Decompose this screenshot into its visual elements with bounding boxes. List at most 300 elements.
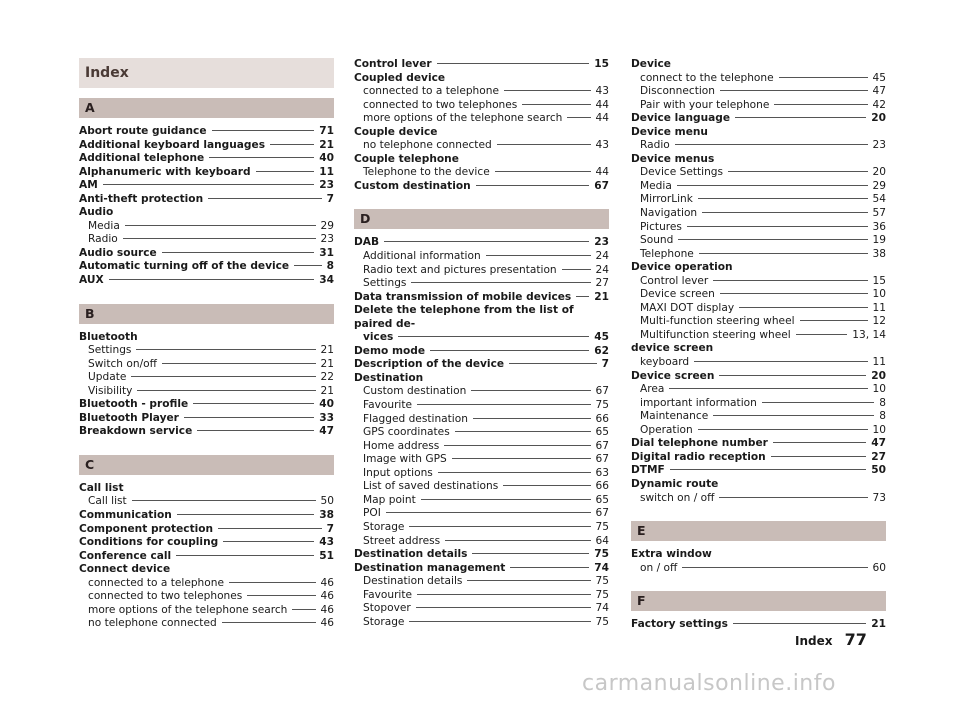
page-number: 20 xyxy=(872,166,886,179)
entry-text: connect to the telephone xyxy=(640,71,774,84)
dot-leader xyxy=(438,472,591,473)
dot-leader xyxy=(669,388,867,389)
dot-leader xyxy=(733,623,866,624)
index-entry xyxy=(79,550,334,564)
entry-text: Device Settings xyxy=(640,166,724,179)
page-number: 50 xyxy=(320,495,334,508)
page-number: 43 xyxy=(595,85,609,98)
index-entry xyxy=(79,274,334,288)
page-number: 29 xyxy=(320,219,334,232)
dot-leader xyxy=(670,469,866,470)
entry-text: Abort route guidance xyxy=(79,125,207,137)
page-number: 45 xyxy=(594,331,609,344)
entry-text: Control lever xyxy=(640,274,709,287)
page-number: 10 xyxy=(872,383,886,396)
entry-text: Media xyxy=(640,179,672,192)
letter-heading: E xyxy=(631,521,886,541)
page-number: 74 xyxy=(594,561,609,574)
entry-text: Street address xyxy=(363,534,441,547)
entry-text: vices xyxy=(363,331,394,344)
page-number: 23 xyxy=(594,236,609,249)
dot-leader xyxy=(687,226,868,227)
index-subentry xyxy=(354,521,609,535)
index-entry xyxy=(79,152,334,166)
dot-leader xyxy=(223,541,314,542)
page-number: 8 xyxy=(879,396,886,409)
page-number: 45 xyxy=(872,71,886,84)
letter-heading: C xyxy=(79,455,334,475)
dot-leader xyxy=(678,239,867,240)
entry-text: more options of the telephone search xyxy=(363,112,563,125)
entry-text: Settings xyxy=(88,344,132,357)
entry-text: Pictures xyxy=(640,220,682,233)
index-subentry xyxy=(631,562,886,576)
page-number: 21 xyxy=(319,138,334,151)
dot-leader xyxy=(796,334,848,335)
dot-leader xyxy=(409,621,590,622)
index-subentry xyxy=(631,72,886,86)
entry-text: List of saved destinations xyxy=(363,480,499,493)
entry-text: keyboard xyxy=(640,356,690,369)
dot-leader xyxy=(384,241,589,242)
watermark: carmanualsonline.info xyxy=(582,671,836,696)
index-subentry xyxy=(354,139,609,153)
dot-leader xyxy=(713,415,874,416)
page-number: 7 xyxy=(326,192,334,205)
page-number: 24 xyxy=(595,250,609,263)
dot-leader xyxy=(576,296,589,297)
index-entry xyxy=(354,180,609,194)
page-number: 21 xyxy=(594,290,609,303)
page-number: 20 xyxy=(871,369,886,382)
entry-text: connected to two telephones xyxy=(88,590,243,603)
dot-leader xyxy=(562,269,591,270)
dot-leader xyxy=(209,157,314,158)
page-number: 27 xyxy=(595,277,609,290)
page-number: 64 xyxy=(595,534,609,547)
entry-continuation xyxy=(354,331,609,345)
dot-leader xyxy=(486,255,591,256)
dot-leader xyxy=(473,418,591,419)
entry-text: Flagged destination xyxy=(363,412,468,425)
dot-leader xyxy=(702,212,867,213)
page-number: 42 xyxy=(872,98,886,111)
index-entry xyxy=(79,425,334,439)
index-subentry xyxy=(631,302,886,316)
entry-text: Destination management xyxy=(354,561,506,574)
index-subentry xyxy=(631,315,886,329)
dot-leader xyxy=(292,609,315,610)
entry-text: Home address xyxy=(363,439,440,452)
dot-leader xyxy=(503,485,590,486)
index-subentry xyxy=(79,385,334,399)
entry-text: Data transmission of mobile devices xyxy=(354,290,572,303)
index-entry xyxy=(79,260,334,274)
index-heading: Device menus xyxy=(631,152,715,165)
page-number: 7 xyxy=(601,358,609,371)
index-subentry xyxy=(354,467,609,481)
index-heading: device screen xyxy=(631,342,714,355)
dot-leader xyxy=(509,363,597,364)
entry-text: Bluetooth - profile xyxy=(79,398,189,411)
page-number: 66 xyxy=(595,412,609,425)
letter-heading: B xyxy=(79,304,334,324)
entry-text: Media xyxy=(88,219,120,232)
page-number: 75 xyxy=(595,615,609,628)
entry-text: Destination details xyxy=(363,575,463,588)
index-subentry xyxy=(354,589,609,603)
index-entry xyxy=(631,437,886,451)
dot-leader xyxy=(444,445,590,446)
page-number: 74 xyxy=(595,602,609,615)
dot-leader xyxy=(522,104,590,105)
index-subentry xyxy=(354,494,609,508)
entry-text: more options of the telephone search xyxy=(88,603,288,616)
index-entry-wrapped xyxy=(354,304,609,345)
dot-leader xyxy=(176,555,314,556)
footer-section-label: Index xyxy=(795,634,833,648)
page-number: 75 xyxy=(595,520,609,533)
index-entry xyxy=(354,562,609,576)
page-number: 57 xyxy=(872,207,886,220)
page-number: 23 xyxy=(320,233,334,246)
entry-text: Multifunction steering wheel xyxy=(640,328,791,341)
index-subentry xyxy=(354,507,609,521)
index-subentry xyxy=(354,535,609,549)
index-subentry xyxy=(354,426,609,440)
dot-leader xyxy=(103,184,315,185)
dot-leader xyxy=(247,595,315,596)
entry-text: Description of the device xyxy=(354,358,505,371)
index-subentry xyxy=(631,356,886,370)
page-number: 8 xyxy=(326,260,334,273)
entry-text: Audio source xyxy=(79,246,157,259)
index-entry xyxy=(354,236,609,250)
index-heading: Device menu xyxy=(631,125,708,138)
index-entry xyxy=(79,523,334,537)
dot-leader xyxy=(699,253,868,254)
entry-text: Sound xyxy=(640,234,674,247)
page-number: 67 xyxy=(595,385,609,398)
page-number: 44 xyxy=(595,166,609,179)
index-entry xyxy=(631,451,886,465)
entry-text: Bluetooth Player xyxy=(79,411,179,424)
page-number: 38 xyxy=(319,509,334,522)
index-subentry xyxy=(631,424,886,438)
dot-leader xyxy=(218,528,322,529)
page-number: 36 xyxy=(872,220,886,233)
dot-leader xyxy=(675,144,868,145)
dot-leader xyxy=(771,456,867,457)
dot-leader xyxy=(719,375,866,376)
dot-leader xyxy=(294,265,322,266)
entry-text: Automatic turning off of the device xyxy=(79,260,290,273)
index-entry xyxy=(354,358,609,372)
index-entry xyxy=(79,412,334,426)
entry-text: Anti-theft protection xyxy=(79,192,204,205)
index-subentry xyxy=(79,371,334,385)
page-number: 15 xyxy=(872,274,886,287)
index-subentry xyxy=(354,440,609,454)
index-column-1 xyxy=(79,58,334,631)
dot-leader xyxy=(504,90,591,91)
index-entry xyxy=(79,398,334,412)
entry-text: Map point xyxy=(363,493,416,506)
entry-text: Pair with your telephone xyxy=(640,98,770,111)
entry-text: Telephone xyxy=(640,247,694,260)
entry-text: connected to a telephone xyxy=(88,576,224,589)
index-entry xyxy=(631,112,886,126)
page-number: 23 xyxy=(319,179,334,192)
page-number: 24 xyxy=(595,263,609,276)
page-number: 46 xyxy=(320,603,334,616)
entry-text: Device language xyxy=(631,112,731,125)
entry-text: Call list xyxy=(88,495,127,508)
dot-leader xyxy=(773,442,866,443)
dot-leader xyxy=(779,77,868,78)
dot-leader xyxy=(719,497,867,498)
page-number: 10 xyxy=(872,288,886,301)
index-subentry xyxy=(79,358,334,372)
index-subentry xyxy=(631,383,886,397)
dot-leader xyxy=(109,279,315,280)
page-number: 73 xyxy=(872,491,886,504)
page-number: 67 xyxy=(595,453,609,466)
index-subentry xyxy=(631,180,886,194)
page-number: 47 xyxy=(871,437,886,450)
index-subentry xyxy=(354,112,609,126)
index-subentry xyxy=(631,275,886,289)
entry-text: Maintenance xyxy=(640,410,709,423)
index-subentry xyxy=(79,577,334,591)
index-subentry xyxy=(79,617,334,631)
index-heading: Extra window xyxy=(631,548,712,561)
index-subentry xyxy=(79,233,334,247)
page-number: 33 xyxy=(319,411,334,424)
entry-text: Factory settings xyxy=(631,618,728,631)
index-subentry xyxy=(631,166,886,180)
page-number: 40 xyxy=(319,398,334,411)
index-subentry xyxy=(631,234,886,248)
page-number: 38 xyxy=(872,247,886,260)
page-number: 20 xyxy=(871,112,886,125)
dot-leader xyxy=(800,320,868,321)
index-subentry xyxy=(79,590,334,604)
dot-leader xyxy=(720,293,868,294)
entry-text: Custom destination xyxy=(363,385,467,398)
dot-leader xyxy=(136,349,315,350)
index-subentry xyxy=(354,250,609,264)
index-subentry xyxy=(631,329,886,343)
dot-leader xyxy=(467,580,590,581)
index-heading: Couple telephone xyxy=(354,152,459,165)
page-number: 11 xyxy=(872,301,886,314)
dot-leader xyxy=(125,225,316,226)
index-subentry xyxy=(79,220,334,234)
page-number: 12 xyxy=(872,315,886,328)
page-number: 10 xyxy=(872,423,886,436)
index-subentry xyxy=(631,221,886,235)
index-subentry xyxy=(354,277,609,291)
dot-leader xyxy=(471,390,590,391)
letter-heading: A xyxy=(79,98,334,118)
page-number: 11 xyxy=(319,165,334,178)
page-footer xyxy=(795,630,867,649)
index-entry xyxy=(79,166,334,180)
index-entry xyxy=(79,139,334,153)
entry-text: DAB xyxy=(354,236,380,249)
index-subentry xyxy=(79,495,334,509)
dot-leader xyxy=(177,514,314,515)
entry-text: Radio text and pictures presentation xyxy=(363,263,557,276)
entry-text: Conference call xyxy=(79,549,172,562)
dot-leader xyxy=(256,171,315,172)
index-subentry xyxy=(631,207,886,221)
entry-text: Update xyxy=(88,371,127,384)
index-subentry xyxy=(631,99,886,113)
entry-text: MAXI DOT display xyxy=(640,301,735,314)
entry-text: GPS coordinates xyxy=(363,426,450,439)
page-number: 65 xyxy=(595,426,609,439)
entry-text: Radio xyxy=(88,233,118,246)
entry-text: Storage xyxy=(363,520,405,533)
entry-text: no telephone connected xyxy=(363,139,492,152)
index-title: Index xyxy=(79,58,334,88)
page-number: 7 xyxy=(326,522,334,535)
page-number: 15 xyxy=(594,58,609,70)
dot-leader xyxy=(409,526,590,527)
page-number: 62 xyxy=(594,344,609,357)
dot-leader xyxy=(698,198,868,199)
index-heading: Device operation xyxy=(631,261,733,274)
index-subentry xyxy=(79,344,334,358)
dot-leader xyxy=(774,104,867,105)
entry-text: Custom destination xyxy=(354,179,471,192)
dot-leader xyxy=(510,567,589,568)
index-heading: Audio xyxy=(79,206,114,219)
entry-text: Area xyxy=(640,383,665,396)
page-number: 47 xyxy=(872,85,886,98)
entry-text: important information xyxy=(640,396,757,409)
index-subentry xyxy=(354,413,609,427)
index-subentry xyxy=(631,397,886,411)
index-heading: Connect device xyxy=(79,563,171,576)
index-column-3 xyxy=(631,58,886,632)
entry-text: Favourite xyxy=(363,399,413,412)
dot-leader xyxy=(229,582,316,583)
page-number: 75 xyxy=(595,399,609,412)
index-subentry xyxy=(79,604,334,618)
entry-text: switch on / off xyxy=(640,491,715,504)
page-number: 46 xyxy=(320,576,334,589)
entry-text: Multi-function steering wheel xyxy=(640,315,795,328)
dot-leader xyxy=(132,500,316,501)
page-number: 60 xyxy=(872,561,886,574)
entry-text: Component protection xyxy=(79,522,214,535)
page-number: 47 xyxy=(319,425,334,438)
index-subentry xyxy=(354,480,609,494)
page-number: 21 xyxy=(320,384,334,397)
entry-text: AM xyxy=(79,179,98,192)
dot-leader xyxy=(713,280,867,281)
page-number: 75 xyxy=(595,575,609,588)
page-number: 8 xyxy=(879,410,886,423)
entry-text: Radio xyxy=(640,139,670,152)
dot-leader xyxy=(735,117,866,118)
index-subentry xyxy=(354,264,609,278)
entry-text: POI xyxy=(363,507,381,520)
entry-text: Conditions for coupling xyxy=(79,536,219,549)
dot-leader xyxy=(411,282,590,283)
index-entry xyxy=(354,345,609,359)
dot-leader xyxy=(677,185,868,186)
entry-text: Favourite xyxy=(363,588,413,601)
page-number: 75 xyxy=(595,588,609,601)
dot-leader xyxy=(720,90,868,91)
entry-text: Settings xyxy=(363,277,407,290)
page-number: 63 xyxy=(595,466,609,479)
entry-text: DTMF xyxy=(631,464,665,477)
dot-leader xyxy=(495,171,591,172)
index-heading: Bluetooth xyxy=(79,330,138,343)
page-number: 44 xyxy=(595,98,609,111)
index-heading: Dynamic route xyxy=(631,477,719,490)
page-number: 51 xyxy=(319,549,334,562)
dot-leader xyxy=(184,417,314,418)
page-number: 21 xyxy=(320,344,334,357)
index-subentry xyxy=(354,602,609,616)
page-number: 43 xyxy=(319,536,334,549)
dot-leader xyxy=(208,198,322,199)
dot-leader xyxy=(455,431,591,432)
dot-leader xyxy=(416,607,591,608)
index-entry xyxy=(79,125,334,139)
entry-text: Storage xyxy=(363,615,405,628)
page-number: 29 xyxy=(872,179,886,192)
index-entry xyxy=(79,247,334,261)
page-number: 40 xyxy=(319,152,334,165)
dot-leader xyxy=(131,376,315,377)
index-subentry xyxy=(354,166,609,180)
dot-leader xyxy=(421,499,591,500)
dot-leader xyxy=(123,238,316,239)
index-entry xyxy=(79,193,334,207)
index-subentry xyxy=(631,492,886,506)
entry-text: Demo mode xyxy=(354,344,426,357)
entry-text: Digital radio reception xyxy=(631,450,766,463)
page-number: 19 xyxy=(872,234,886,247)
dot-leader xyxy=(270,144,314,145)
letter-heading: F xyxy=(631,591,886,611)
dot-leader xyxy=(398,336,589,337)
index-subentry xyxy=(631,410,886,424)
dot-leader xyxy=(162,252,315,253)
index-heading: Device xyxy=(631,58,671,70)
index-entry xyxy=(354,548,609,562)
page-number: 21 xyxy=(871,618,886,631)
dot-leader xyxy=(567,117,590,118)
index-heading: Call list xyxy=(79,481,124,494)
index-heading: Destination xyxy=(354,371,424,384)
dot-leader xyxy=(137,390,315,391)
letter-heading: D xyxy=(354,209,609,229)
entry-text: Telephone to the device xyxy=(363,166,490,179)
index-column-2 xyxy=(354,58,609,629)
dot-leader xyxy=(162,363,316,364)
index-subentry xyxy=(354,385,609,399)
page-number: 11 xyxy=(872,356,886,369)
entry-text: Image with GPS xyxy=(363,453,447,466)
